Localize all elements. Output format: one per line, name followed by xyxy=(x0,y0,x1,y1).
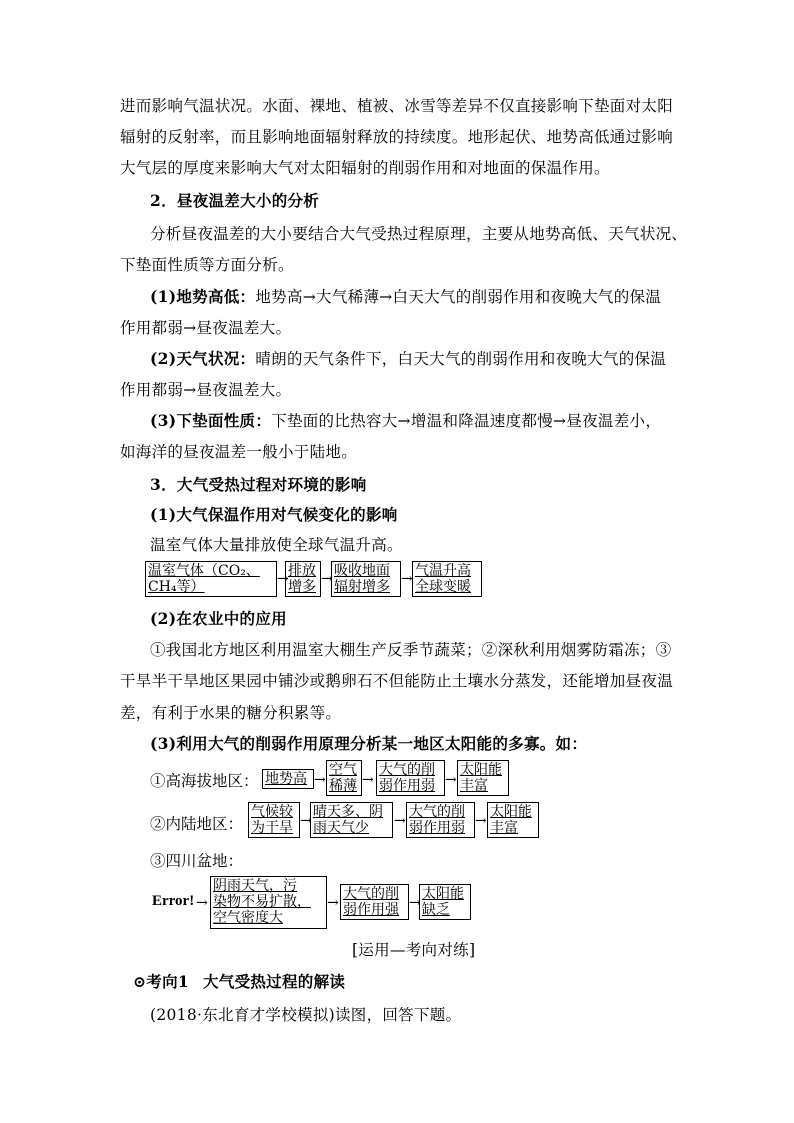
flow-box: 吸收地面 辐射增多 xyxy=(331,561,401,597)
subsection-heading: (3)利用大气的削弱作用原理分析某一地区太阳能的多寡。如： xyxy=(150,734,588,753)
section-heading-2 xyxy=(150,189,319,211)
question-source: (2018·东北育才学校模拟)读图，回答下题。 xyxy=(150,1006,462,1024)
error-text: Error! xyxy=(152,893,195,909)
subsection-heading: (2)在农业中的应用 xyxy=(150,609,287,628)
kaoxiang-heading xyxy=(133,970,345,992)
paragraph-line: 进而影响气温状况。水面、裸地、植被、冰雪等差异不仅直接影响下垫面对太阳 xyxy=(120,97,674,115)
flow-box: 太阳能 丰富 xyxy=(487,802,539,838)
paragraph-line: 下垫面性质等方面分析。 xyxy=(120,256,294,274)
arrow-right-icon: → xyxy=(300,813,312,829)
flow-label: ①高海拔地区： xyxy=(150,772,259,790)
arrow-right-icon: → xyxy=(475,813,487,829)
subsection-heading: (1)大气保温作用对气候变化的影响 xyxy=(150,505,398,524)
kaoxiang-marker: ⊙考向1 xyxy=(133,972,189,991)
heading-number: 3． xyxy=(150,475,177,494)
item-text: 晴朗的天气条件下，白天大气的削弱作用和夜晚大气的保温 xyxy=(255,350,667,368)
paragraph-line: 差，有利于水果的糖分积累等。 xyxy=(120,704,342,722)
arrow-right-icon: → xyxy=(401,571,413,587)
arrow-right-icon: → xyxy=(362,772,374,788)
practice-title: [运用—考向对练] xyxy=(352,941,476,959)
paragraph-line: 作用都弱→昼夜温差大。 xyxy=(120,319,292,337)
flow-box: 晴天多、阴 雨天气少 xyxy=(310,802,393,838)
item-text: 地势高→大气稀薄→白天大气的削弱作用和夜晚大气的保温 xyxy=(255,288,662,306)
list-item xyxy=(150,409,661,431)
flow-label: ②内陆地区： xyxy=(150,815,244,833)
flow-box: 排放 增多 xyxy=(285,561,321,597)
item-head: (2)天气状况： xyxy=(150,349,256,368)
arrow-right-icon: → xyxy=(277,571,289,587)
flow-box: 太阳能 缺乏 xyxy=(419,884,471,920)
flow-box: 地势高 xyxy=(262,769,314,789)
flow-box: 气候较 为干旱 xyxy=(248,802,300,838)
flow-box: 空气 稀薄 xyxy=(326,760,362,796)
heading-number: 2． xyxy=(150,191,177,210)
item-head: (1)地势高低： xyxy=(150,287,256,306)
flow-label: ③四川盆地： xyxy=(150,852,244,870)
paragraph-line: 温室气体大量排放使全球气温升高。 xyxy=(150,536,403,554)
flow-box: 气温升高 全球变暖 xyxy=(412,561,482,597)
arrow-right-icon: → xyxy=(445,772,457,788)
list-item xyxy=(150,347,666,369)
paragraph-line: 分析昼夜温差的大小要结合大气受热过程原理，主要从地势高低、天气状况、 xyxy=(150,225,688,243)
arrow-right-icon: → xyxy=(321,571,333,587)
paragraph-line: ①我国北方地区利用温室大棚生产反季节蔬菜；②深秋利用烟雾防霜冻；③ xyxy=(150,641,672,659)
arrow-right-icon: → xyxy=(314,772,326,788)
item-text: 下垫面的比热容大→增温和降温速度都慢→昼夜温差小， xyxy=(271,412,662,430)
paragraph-line: 如海洋的昼夜温差一般小于陆地。 xyxy=(120,443,358,461)
flow-box: 大气的削 弱作用弱 xyxy=(406,802,475,838)
flow-box: 大气的削 弱作用强 xyxy=(340,884,409,920)
kaoxiang-text: 大气受热过程的解读 xyxy=(202,972,346,991)
arrow-right-icon: → xyxy=(196,895,208,911)
paragraph-line: 干旱半干旱地区果园中铺沙或鹅卵石不但能防止土壤水分蒸发，还能增加昼夜温 xyxy=(120,672,674,690)
flow-box: 温室气体（CO₂、 CH₄等） xyxy=(145,561,277,597)
heading-text: 昼夜温差大小的分析 xyxy=(176,191,320,210)
arrow-right-icon: → xyxy=(394,813,406,829)
list-item xyxy=(150,285,661,307)
flow-box: 阴雨天气，污 染物不易扩散， 空气密度大 xyxy=(210,876,327,929)
heading-text: 大气受热过程对环境的影响 xyxy=(176,475,367,494)
item-head: (3)下垫面性质： xyxy=(150,411,272,430)
paragraph-line: 辐射的反射率，而且影响地面辐射释放的持续度。地形起伏、地势高低通过影响 xyxy=(120,128,674,146)
paragraph-line: 作用都弱→昼夜温差大。 xyxy=(120,381,292,399)
paragraph-line: 大气层的厚度来影响大气对太阳辐射的削弱作用和对地面的保温作用。 xyxy=(120,159,610,177)
flow-box: 太阳能 丰富 xyxy=(457,760,509,796)
arrow-right-icon: → xyxy=(409,895,421,911)
flow-box: 大气的削 弱作用弱 xyxy=(376,760,445,796)
arrow-right-icon: → xyxy=(327,895,339,911)
section-heading-3 xyxy=(150,473,367,495)
